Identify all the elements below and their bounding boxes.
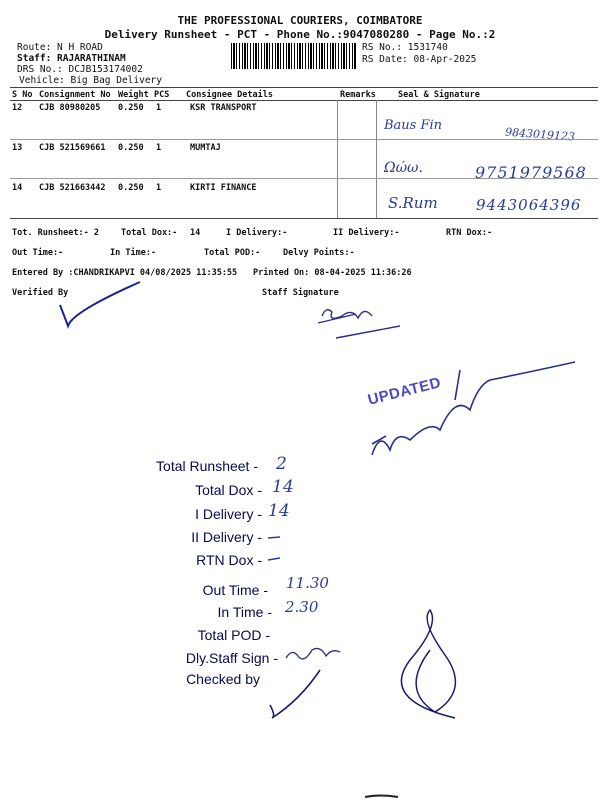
tot-runsheet: Tot. Runsheet:- 2: [12, 228, 99, 238]
form-ii-delivery: II Delivery -: [191, 529, 262, 545]
verified-signature: [60, 282, 140, 326]
in-time-label: In Time:-: [110, 248, 157, 258]
form-total-pod: Total POD -: [197, 627, 270, 643]
row-consignment: CJB 80980205: [39, 103, 101, 113]
handwritten-sign: Baus Fin: [384, 118, 443, 133]
total-dox-label: Total Dox:-: [121, 228, 178, 238]
bottom-mark: [365, 796, 398, 798]
dash-marks: [268, 537, 280, 560]
col-seal: Seal & Signature: [398, 90, 480, 100]
row-consignment: CJB 521569661: [39, 143, 106, 153]
form-in-time: In Time -: [217, 604, 272, 620]
staff-signature-label: Staff Signature: [262, 288, 339, 298]
form-rtn-dox: RTN Dox -: [196, 552, 262, 568]
col-consignee: Consignee Details: [186, 90, 273, 100]
handwritten-phone: 9443064396: [476, 196, 582, 214]
runsheet-subtitle: Delivery Runsheet - PCT - Phone No.:9047080280 - Page No.:2: [104, 28, 496, 41]
row-sno: 14: [12, 183, 23, 193]
form-out-time: Out Time -: [202, 582, 268, 598]
row-pcs: 1: [156, 103, 162, 113]
rs-number: RS No.: 1531740: [362, 42, 448, 53]
form-out-time-value: 11.30: [286, 574, 329, 592]
row-pcs: 1: [156, 143, 162, 153]
staff-signature: [318, 310, 400, 338]
verified-by-label: Verified By: [12, 288, 69, 298]
i-delivery-label: I Delivery:-: [226, 228, 288, 238]
form-checked-by: Checked by: [186, 671, 260, 687]
row-weight: 0.250: [118, 183, 144, 193]
updated-signature: [372, 362, 575, 455]
checked-signature: [401, 610, 455, 718]
total-pod-label: Total POD:-: [204, 248, 261, 258]
printed-on: Printed On: 08-04-2025 11:36:26: [253, 268, 412, 278]
route-label: Route: N H ROAD: [17, 42, 103, 53]
row-consignee: KSR TRANSPORT: [190, 103, 257, 113]
form-total-dox-value: 14: [272, 477, 294, 497]
col-pcs: PCS: [154, 90, 170, 100]
handwritten-phone: 9843019123: [504, 125, 576, 144]
col-consignment: Consignment No: [39, 90, 111, 100]
form-in-time-value: 2.30: [285, 598, 319, 616]
ii-delivery-label: II Delivery:-: [333, 228, 400, 238]
col-remarks: Remarks: [340, 90, 376, 100]
row-pcs: 1: [156, 183, 162, 193]
staff-label: Staff: RAJARATHINAM: [17, 53, 126, 64]
row-weight: 0.250: [118, 143, 144, 153]
col-weight: Weight: [118, 90, 149, 100]
updated-stamp: UPDATED: [366, 374, 443, 409]
checked-tick: [270, 670, 320, 718]
company-title: THE PROFESSIONAL COURIERS, COIMBATORE: [177, 14, 423, 27]
handwritten-sign: Ωώω.: [384, 160, 423, 176]
row-consignee: KIRTI FINANCE: [190, 183, 257, 193]
row-consignment: CJB 521663442: [39, 183, 106, 193]
delvy-points-label: Delvy Points:-: [283, 248, 355, 258]
handwritten-sign: S.Rum: [388, 194, 438, 212]
row-sno: 12: [12, 103, 23, 113]
form-dly-staff-sign: Dly.Staff Sign -: [185, 650, 278, 666]
entered-by: Entered By :CHANDRIKAPVI 04/08/2025 11:35:55: [12, 268, 238, 278]
row-sno: 13: [12, 143, 23, 153]
out-time-label: Out Time:-: [12, 248, 64, 258]
col-sno: S No: [12, 90, 33, 100]
row-weight: 0.250: [118, 103, 144, 113]
row-consignee: MUMTAJ: [190, 143, 221, 153]
total-dox-value: 14: [190, 228, 201, 238]
form-total-dox: Total Dox -: [195, 482, 262, 498]
rtn-dox-label: RTN Dox:-: [446, 228, 493, 238]
form-total-runsheet: Total Runsheet -: [156, 458, 258, 474]
handwritten-phone: 9751979568: [475, 163, 587, 182]
rs-date: RS Date: 08-Apr-2025: [362, 54, 477, 65]
dly-staff-signature: [286, 648, 340, 658]
vehicle-label: Vehicle: Big Bag Delivery: [19, 75, 162, 86]
form-total-runsheet-value: 2: [276, 454, 287, 474]
form-i-delivery: I Delivery -: [195, 506, 262, 522]
form-i-delivery-value: 14: [268, 501, 290, 521]
drs-label: DRS No.: DCJB153174002: [17, 64, 143, 75]
